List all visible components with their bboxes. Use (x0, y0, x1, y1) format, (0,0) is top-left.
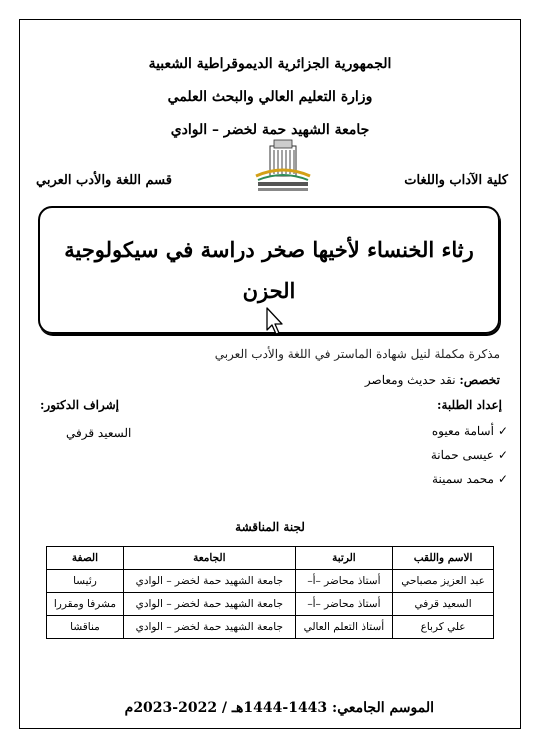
committee-title: لجنة المناقشة (235, 520, 305, 534)
student-item (432, 472, 508, 486)
republic-heading: الجمهورية الجزائرية الديموقراطية الشعبية (148, 56, 392, 72)
header-university: الجامعة (123, 547, 295, 570)
table-row (47, 593, 494, 616)
cell-rank: أستاذ التعلم العالي (295, 616, 392, 639)
student-name: محمد سمينة (432, 472, 494, 486)
specialty-label: تخصص: (459, 373, 500, 387)
header-name: الاسم واللقب (393, 547, 494, 570)
thesis-title-line2: الحزن (242, 278, 296, 303)
cell-role: رئيسا (47, 570, 124, 593)
supervisor-label: إشراف الدكتور: (40, 398, 120, 412)
cell-university: جامعة الشهيد حمة لخضر – الوادي (123, 593, 295, 616)
table-header-row (47, 547, 494, 570)
university-logo (250, 132, 316, 198)
cell-name: علي كرباع (393, 616, 494, 639)
table-row (47, 570, 494, 593)
faculty-name: كلية الآداب واللغات (404, 173, 508, 188)
header-role: الصفة (47, 547, 124, 570)
student-name: عيسى حمانة (430, 448, 494, 462)
committee-table (46, 546, 494, 639)
university-heading: جامعة الشهيد حمة لخضر – الوادي (170, 122, 370, 138)
memo-description: مذكرة مكملة لنيل شهادة الماستر في اللغة والأدب العربي (214, 347, 500, 361)
specialty-value: نقد حديث ومعاصر (364, 373, 456, 387)
cell-university: جامعة الشهيد حمة لخضر – الوادي (123, 570, 295, 593)
cell-university: جامعة الشهيد حمة لخضر – الوادي (123, 616, 295, 639)
student-name: أسامة معيوه (431, 424, 494, 438)
cell-name: السعيد قرفي (393, 593, 494, 616)
check-icon: ✓ (497, 472, 508, 486)
supervisor-name: السعيد قرفي (66, 426, 132, 440)
students-label: إعداد الطلبة: (437, 398, 502, 412)
check-icon: ✓ (497, 424, 508, 438)
student-item (432, 424, 508, 438)
ministry-heading: وزارة التعليم العالي والبحث العلمي (167, 89, 373, 105)
cell-name: عبد العزيز مصباحي (393, 570, 494, 593)
department-name: قسم اللغة والأدب العربي (36, 173, 172, 188)
cell-role: مناقشا (47, 616, 124, 639)
student-item (431, 448, 508, 462)
pointer-cursor-icon (265, 306, 287, 336)
cell-rank: أستاذ محاضر –أ– (295, 593, 392, 616)
check-icon: ✓ (497, 448, 508, 462)
thesis-title-line1: رثاء الخنساء لأخيها صخر دراسة في سيكولوجية (64, 237, 474, 262)
cell-role: مشرفا ومقررا (47, 593, 124, 616)
academic-season: الموسم الجامعي: 1443-1444هـ / 2022-2023م (124, 700, 434, 716)
header-rank: الرتبة (295, 547, 392, 570)
table-row (47, 616, 494, 639)
cell-rank: أستاذ محاضر –أ– (295, 570, 392, 593)
specialty-line (365, 373, 500, 387)
